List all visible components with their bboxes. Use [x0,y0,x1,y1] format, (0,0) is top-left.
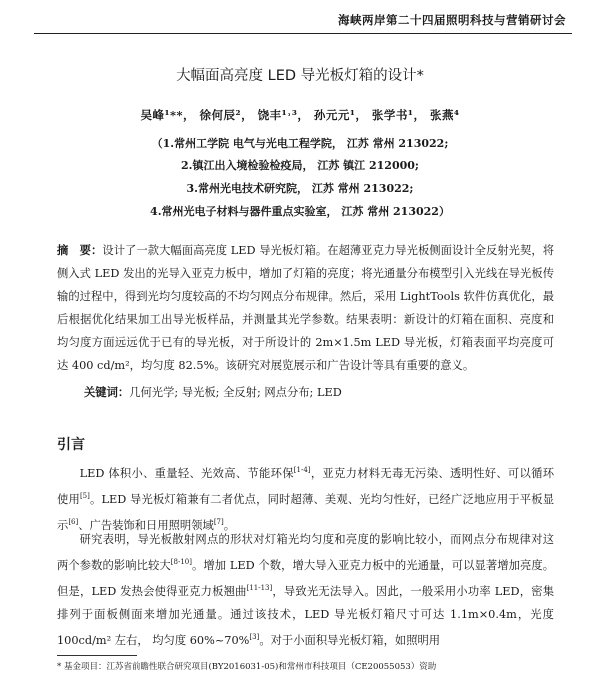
running-header [0,0,600,38]
p2-citation-2: [11-13] [246,583,273,592]
keywords-label: 关键词： [84,386,130,399]
p2-text-a: 研究表明，导光板散射网点的形状对灯箱光均匀度和亮度的影响比较小，而网点分布规律对这两个参数的影响比较大 [57,533,554,572]
footnote-rule [57,655,137,656]
p1-text-a: LED 体积小、重量轻、光效高、节能环保 [79,466,294,480]
intro-paragraph-2 [57,528,554,651]
affiliation-4: 4.常州光电子材料与器件重点实验室， 江苏 常州 213022） [150,205,450,218]
p2-text-d: 。对于小面积导光板灯箱，如照明用 [259,633,441,647]
affiliation-2: 2.镇江出入境检验检疫局， 江苏 镇江 212000; [181,159,419,172]
affiliation-3: 3.常州光电技术研究院， 江苏 常州 213022; [186,182,414,195]
header-rule [34,33,572,34]
abstract-label: 摘 要： [57,244,103,257]
p1-citation-2: [5] [79,491,90,500]
p1-citation-4: [7] [213,517,224,526]
paper-title: 大幅面高亮度 LED 导光板灯箱的设计* [176,68,424,84]
p1-text-d: 、广告装饰和日用照明领域 [78,518,214,532]
p1-citation-3: [6] [68,517,79,526]
p1-text-b: ，亚克力材料无毒无污染、透明性好、可以循环使用 [57,466,554,506]
p2-citation-3: [3] [249,632,260,641]
funding-footnote: * 基金项目：江苏省前瞻性联合研究项目(BY2016031-05)和常州市科技项目（CE20055053）资助 [57,662,437,672]
intro-paragraph-1 [57,459,554,536]
author-list: 吴峰¹**， 徐何辰²， 饶丰¹˒³， 孙元元¹， 张学书¹， 张燕⁴ [140,108,460,122]
p1-text-e: 。 [223,518,236,532]
p1-text-c: 。LED 导光板灯箱兼有二者优点，同时超薄、美观、光均匀性好，已经广泛地应用于平板显示 [57,492,554,532]
p1-citation-1: [1-4] [293,466,311,474]
conference-name: 海峡两岸第二十四届照明科技与营销研讨会 [338,13,566,27]
keywords-text: 几何光学; 导光板; 全反射; 网点分布; LED [129,386,342,399]
p2-text-c: ，导致光无法导入。因此，一般采用小功率 LED，密集排列于面板侧面来增加光通量。通过该技术，LED 导光板灯箱尺寸可达 1.1m×0.4m，光度 100cd/m² 左右， 均匀度 60%~70% [57,584,554,647]
p2-text-b: 。增加 LED 个数，增大导入亚克力板中的光通量，可以显著增加亮度。但是，LED 发热会使得亚克力板翘曲 [57,558,554,598]
p2-citation-1: [8-10] [170,558,192,566]
section-heading: 引言 [57,437,85,453]
abstract-text: 设计了一款大幅面高亮度 LED 导光板灯箱。在超薄亚克力导光板侧面设计全反射光契，将侧入式 LED 发出的光导入亚克力板中，增加了灯箱的亮度；将光通量分布模型引入光线在导光板传输的过程中，得到光均匀度较高的不均匀网点分布规律。然后，采用 LightTools 软件仿真优化，最后根据优化结果加工出导光板样品，并测量其光学参数。结果表明：新设计的灯箱在面积、亮度和均匀度方面远远优于已有的导光板，对于所设计的 2m×1.5m LED 导光板，灯箱表面平均亮度可达 400 cd/m²，均匀度 82.5%。该研究对展览展示和广告设计等具有重要的意义。 [57,244,554,372]
abstract [57,239,554,377]
affiliation-1: （1.常州工学院 电气与光电工程学院， 江苏 常州 213022; [151,137,449,150]
keywords [84,384,554,400]
